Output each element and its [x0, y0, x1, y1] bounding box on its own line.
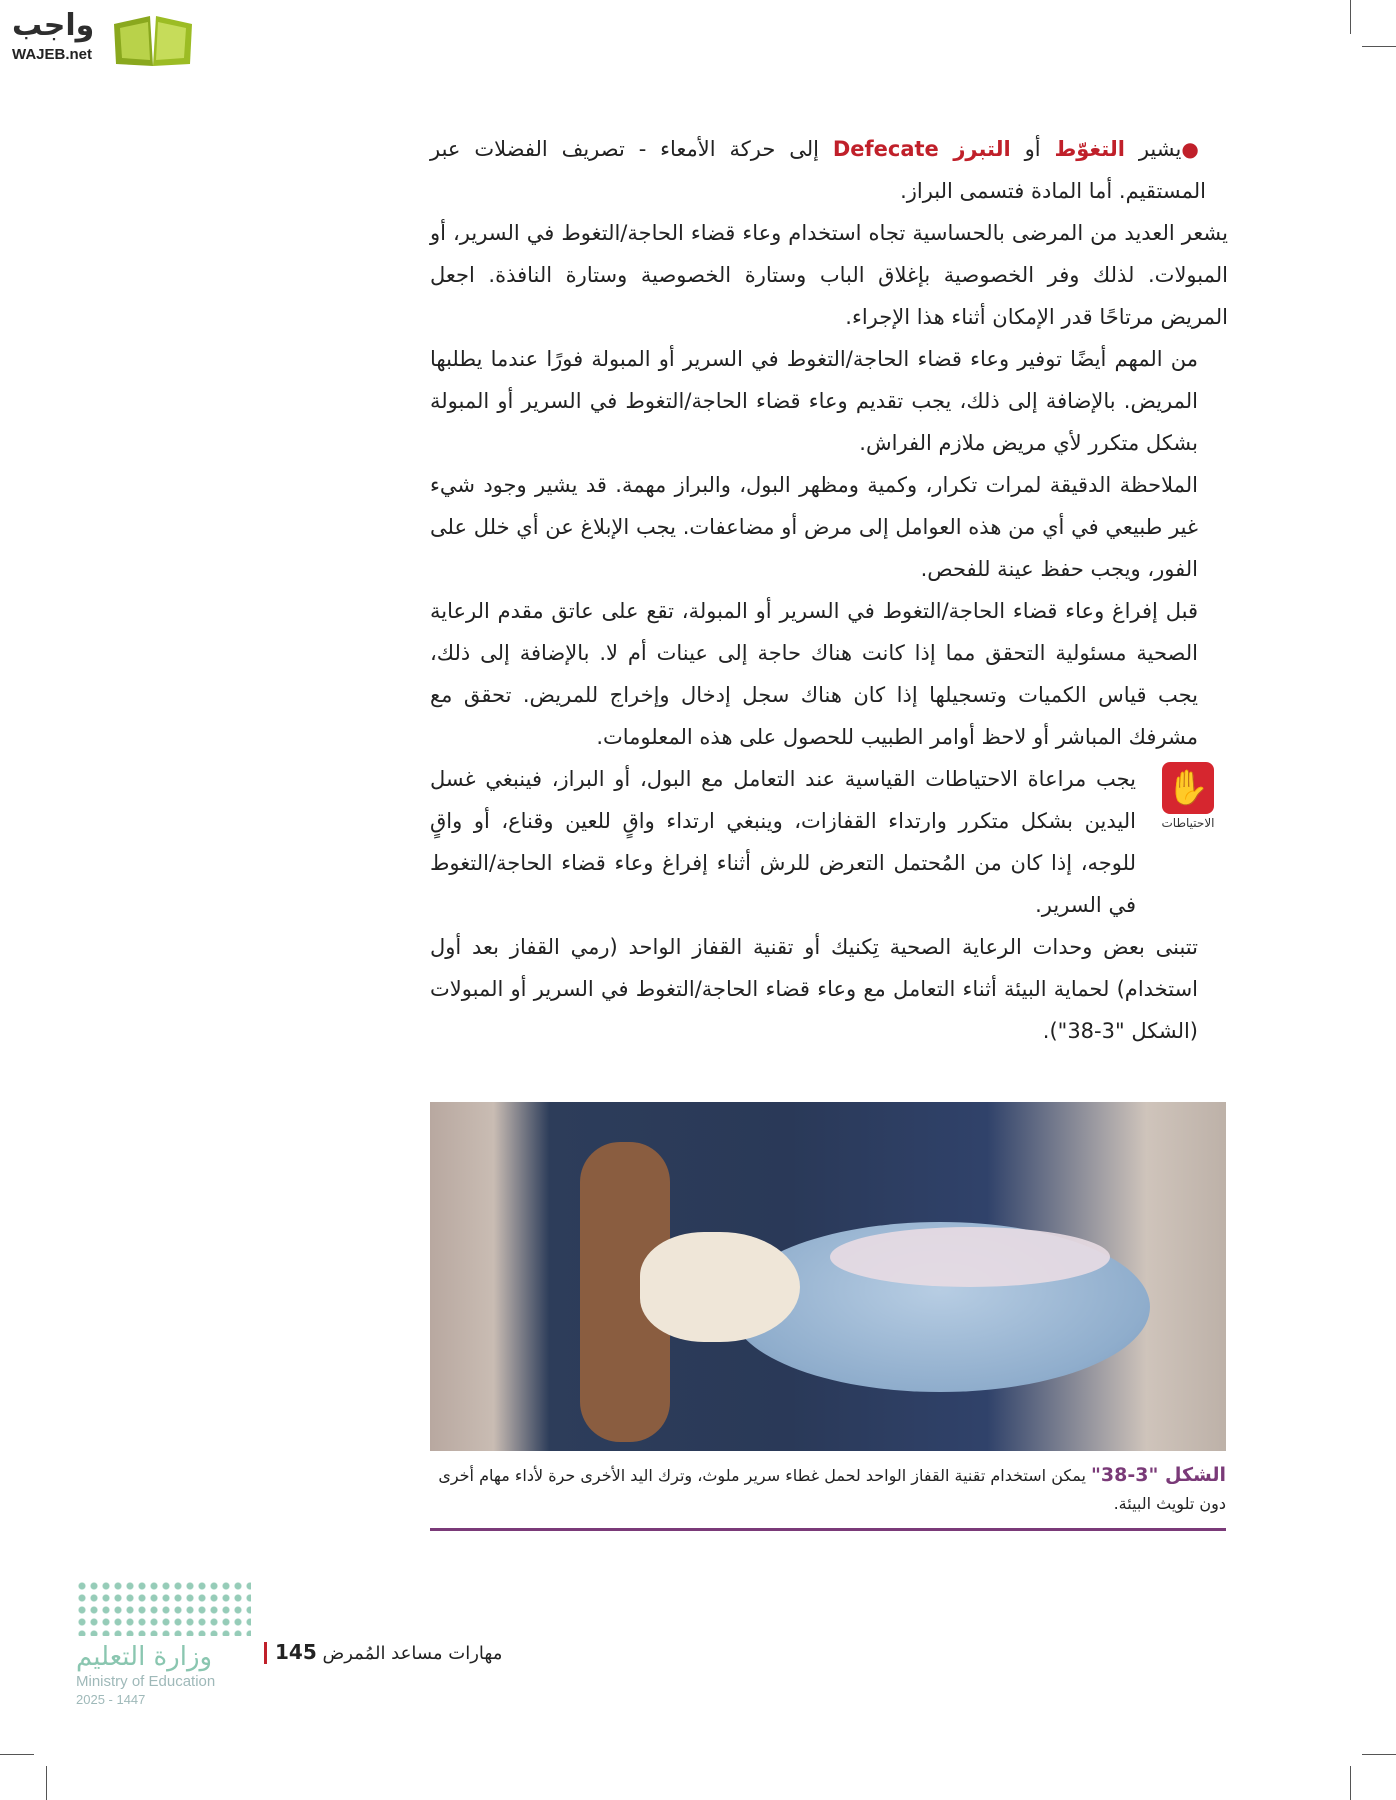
crop-mark	[0, 1754, 34, 1755]
logo-english: WAJEB.net	[12, 46, 93, 63]
figure-label: الشكل "3-38"	[1091, 1464, 1226, 1486]
caption-text: يمكن استخدام تقنية القفاز الواحد لحمل غطاء سرير ملوث، وترك اليد الأخرى حرة لأداء مهام أخرى دون تلويث البيئة.	[438, 1466, 1226, 1513]
precaution-text: يجب مراعاة الاحتياطات القياسية عند التعامل مع البول، أو البراز، فينبغي غسل اليدين بشكل متكرر وارتداء القفازات، وينبغي ارتداء واقٍ للعين وقناع، أو واقٍ للوجه، إذا كان من المُحتمل التعرض للرش أثناء إفراغ وعاء قضاء الحاجة/التغوط في السرير.	[430, 767, 1136, 917]
text: أو	[1010, 137, 1055, 161]
crop-mark	[1362, 46, 1396, 47]
crop-mark	[1350, 0, 1351, 34]
figure-caption	[430, 1461, 1226, 1531]
term-defecate: التبرز Defecate	[832, 137, 1011, 161]
precaution-label: الاحتياطات	[1161, 816, 1215, 830]
definition-bullet	[430, 128, 1228, 212]
ministry-english: Ministry of Education	[76, 1673, 216, 1690]
page-number: 145	[275, 1640, 317, 1664]
stop-hand-icon: ✋	[1162, 762, 1214, 814]
content-flow	[430, 128, 1228, 1531]
paragraph: يشعر العديد من المرضى بالحساسية تجاه استخدام وعاء قضاء الحاجة/التغوط في السرير، أو المبولات. لذلك وفر الخصوصية بإغلاق الباب وستارة الخصوصية وستارة النافذة. اجعل المريض مرتاحًا قدر الإمكان أثناء هذا الإجراء.	[430, 221, 1228, 329]
photo-bedpan-cover	[830, 1227, 1110, 1287]
text: إلى حركة الأمعاء - تصريف الفضلات عبر المستقيم. أما المادة فتسمى البراز.	[430, 137, 1206, 203]
precaution-badge	[1148, 762, 1228, 832]
main-text	[430, 128, 1228, 1052]
ministry-arabic: وزارة التعليم	[76, 1642, 213, 1672]
ministry-year: 2025 - 1447	[76, 1692, 146, 1707]
precaution-note	[430, 758, 1228, 926]
term-defecation: التغوّط	[1054, 137, 1125, 161]
photo-gloved-hand	[640, 1232, 800, 1342]
page-footer	[275, 1640, 502, 1664]
book-title: مهارات مساعد المُمرض	[316, 1643, 503, 1664]
crop-mark	[46, 1766, 47, 1800]
bullet-icon: ●	[1181, 137, 1207, 161]
ministry-logo	[76, 1580, 256, 1707]
paragraph: من المهم أيضًا توفير وعاء قضاء الحاجة/التغوط في السرير أو المبولة فورًا عندما يطلبها المريض. بالإضافة إلى ذلك، يجب تقديم وعاء قضاء الحاجة/التغوط في السرير أو المبولة بشكل متكرر لأي مريض ملازم الفراش.	[430, 347, 1198, 455]
figure-photo-bedpan	[430, 1102, 1226, 1451]
wajeb-logo	[10, 8, 190, 66]
paragraph: الملاحظة الدقيقة لمرات تكرار، وكمية ومظهر البول، والبراز مهمة. قد يشير وجود شيء غير طبيعي في أي من هذه العوامل إلى مرض أو مضاعفات. يجب الإبلاغ عن أي خلل على الفور، ويجب حفظ عينة للفحص.	[430, 473, 1198, 581]
footer-separator	[264, 1642, 267, 1664]
paragraph: تتبنى بعض وحدات الرعاية الصحية تِكنيك أو تقنية القفاز الواحد (رمي القفاز بعد أول استخدام) لحماية البيئة أثناء التعامل مع وعاء قضاء الحاجة/التغوط في السرير أو المبولات (الشكل "3-38").	[430, 935, 1198, 1043]
ministry-dots-emblem	[76, 1580, 251, 1636]
paragraph: قبل إفراغ وعاء قضاء الحاجة/التغوط في السرير أو المبولة، تقع على عاتق مقدم الرعاية الصحية مسئولية التحقق مما إذا كانت هناك حاجة إلى عينات أم لا. بالإضافة إلى ذلك، يجب قياس الكميات وتسجيلها إذا كان هناك سجل إدخال وإخراج للمريض. تحقق مع مشرفك المباشر أو لاحظ أوامر الطبيب للحصول على هذه المعلومات.	[430, 599, 1198, 749]
logo-arabic: واجب	[12, 8, 95, 43]
book-icon	[110, 12, 196, 68]
text: يشير	[1124, 137, 1182, 161]
crop-mark	[1362, 1754, 1396, 1755]
crop-mark	[1350, 1766, 1351, 1800]
